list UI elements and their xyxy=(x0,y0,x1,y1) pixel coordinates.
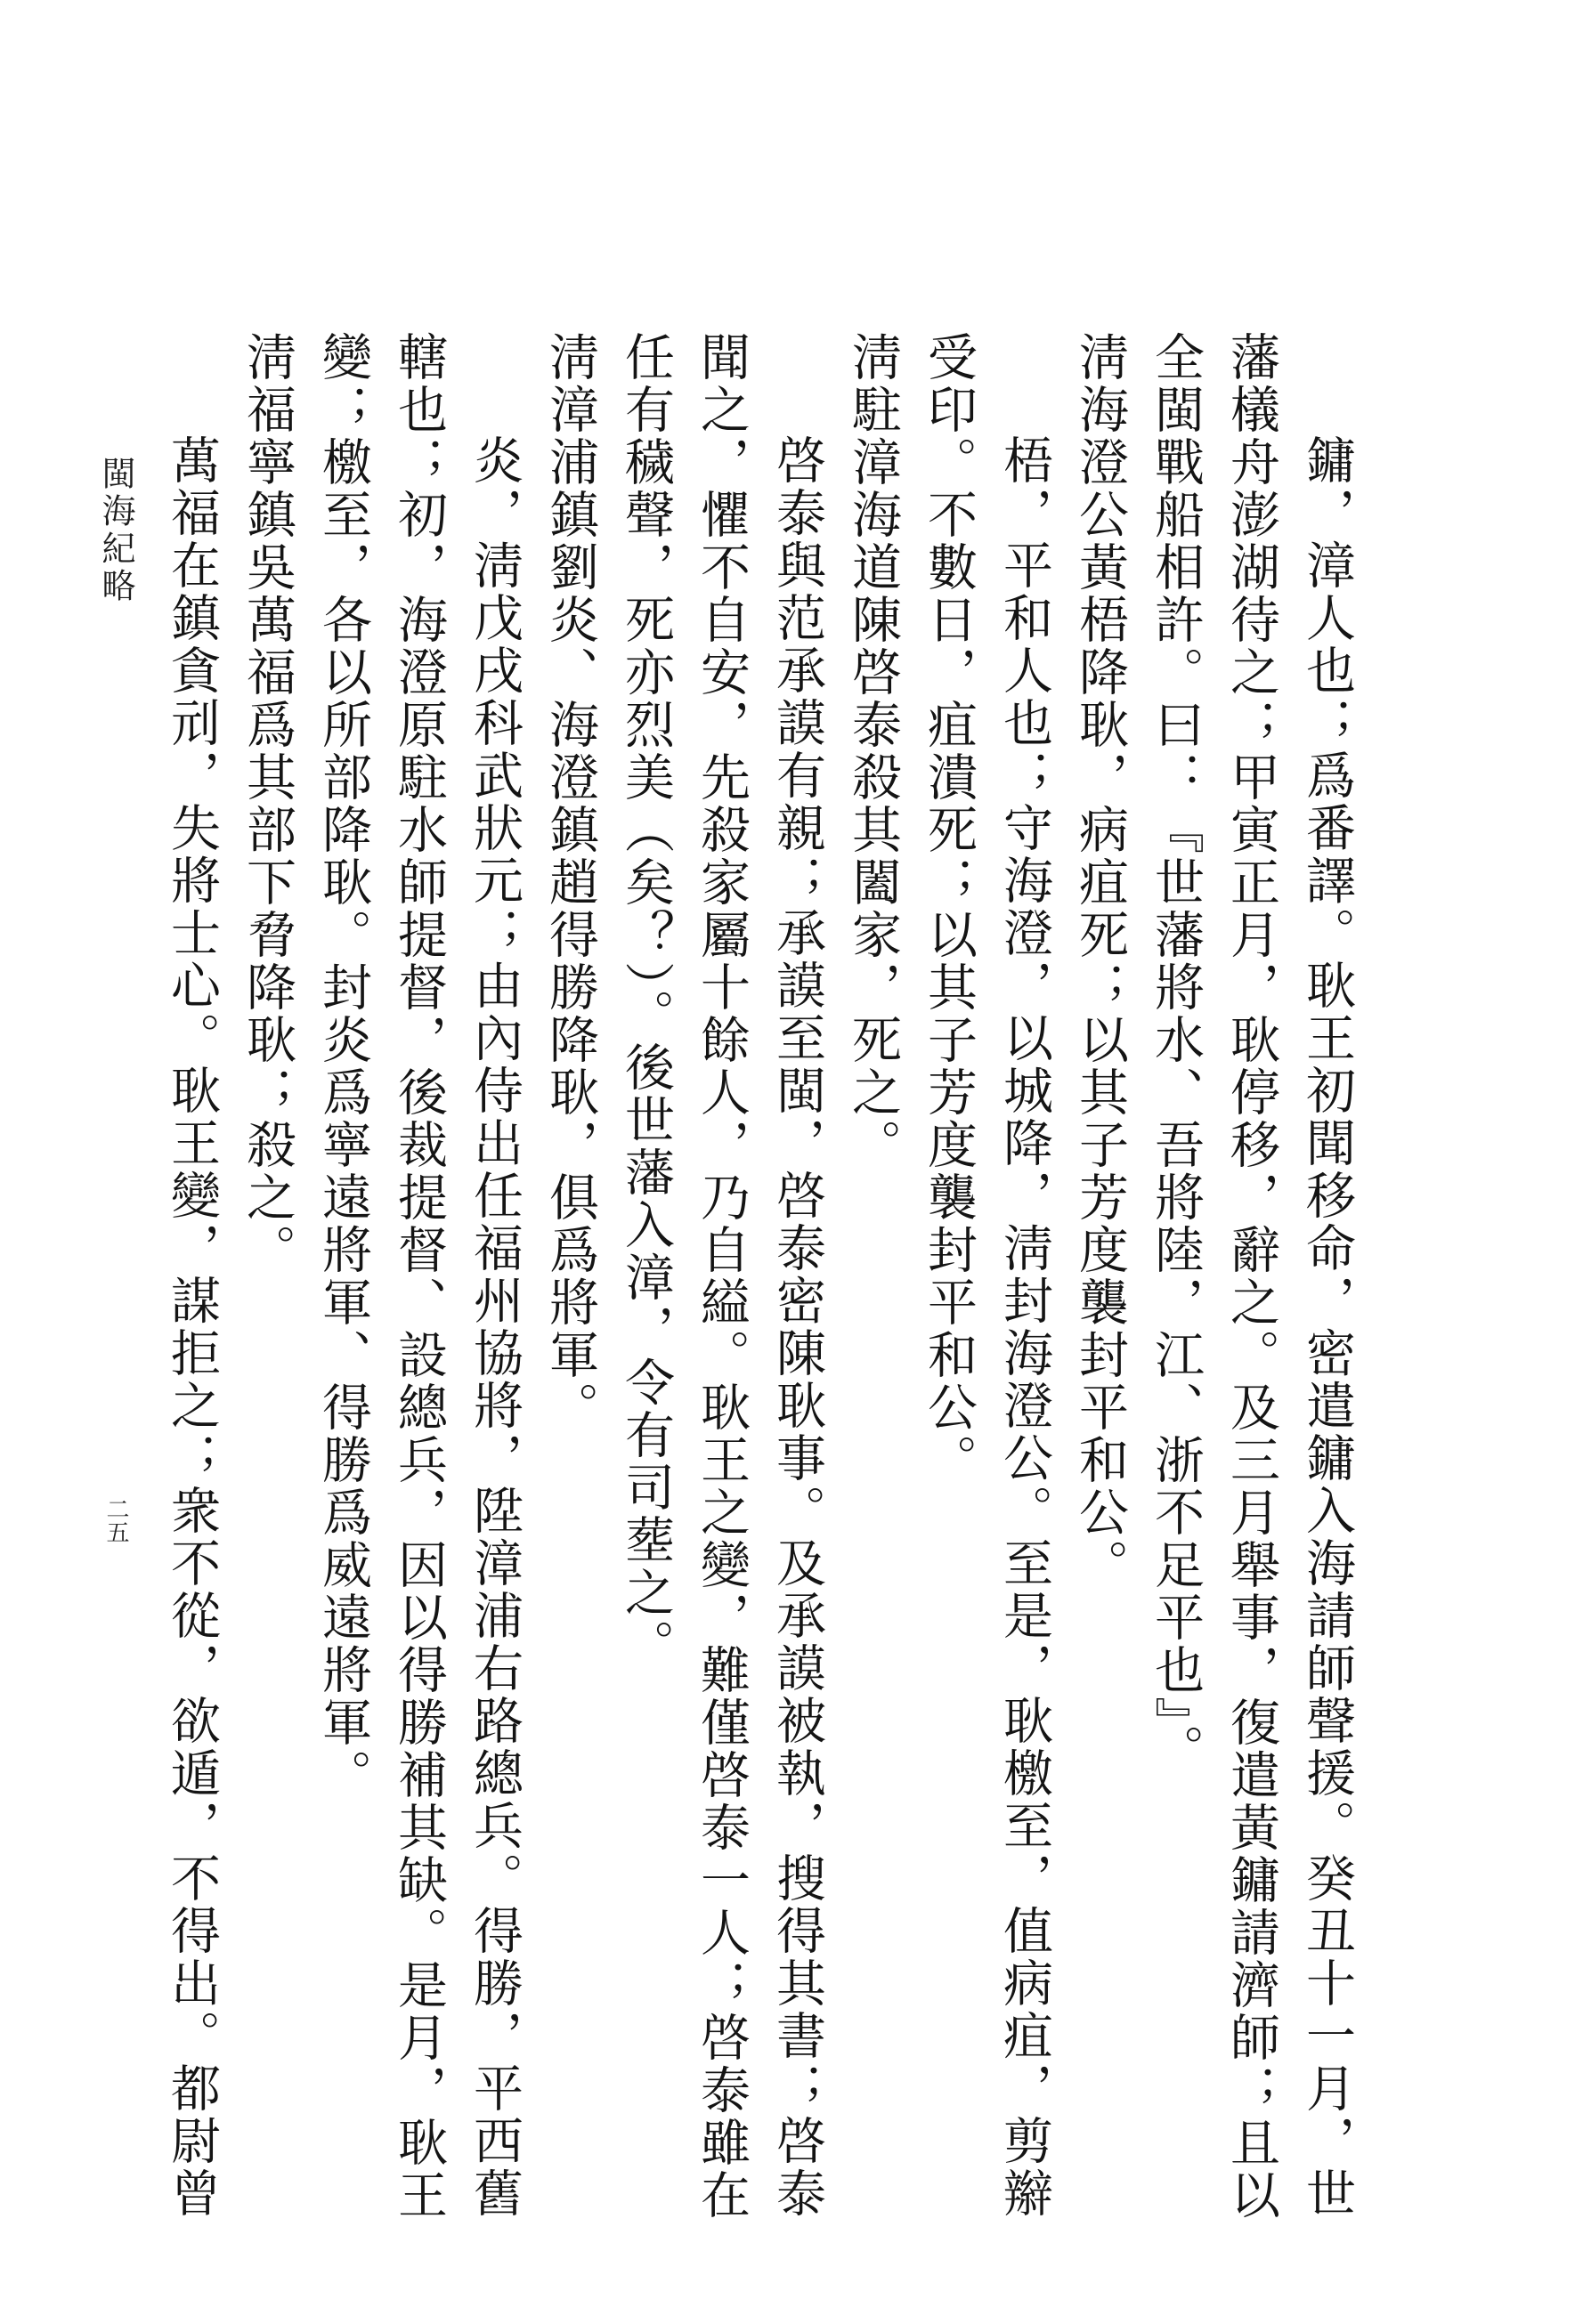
text-column-12: 炎，淸戊戌科武狀元；由內侍出任福州協將，陞漳浦右路總兵。得勝，平西舊 xyxy=(466,434,524,2220)
text-column-2: 藩檥舟澎湖待之；甲寅正月，耿停移，辭之。及三月舉事，復遣黃鏞請濟師；且以 xyxy=(1222,331,1280,2222)
text-column-14: 變；檄至，各以所部降耿。封炎爲寧遠將軍、得勝爲威遠將軍。 xyxy=(314,331,372,1802)
page-number: 二五 xyxy=(102,1497,129,1543)
text-column-4: 淸海澄公黃梧降耿，病疽死；以其子芳度襲封平和公。 xyxy=(1071,331,1129,1591)
text-column-15: 淸福寧鎮吳萬福爲其部下脅降耿；殺之。 xyxy=(239,331,296,1276)
text-column-6: 受印。不數日，疽潰死；以其子芳度襲封平和公。 xyxy=(920,331,978,1486)
text-column-9: 聞之，懼不自安，先殺家屬十餘人，乃自縊。耿王之變，難僅啓泰一人；啓泰雖在 xyxy=(693,331,751,2222)
text-column-3: 全閩戰船相許。曰：『世藩將水、吾將陸，江、浙不足平也』。 xyxy=(1147,331,1205,1777)
running-title: 閩海紀略 xyxy=(96,456,135,605)
text-column-1: 鏞，漳人也；爲番譯。耿王初聞移命，密遣鏞入海請師聲援。癸丑十一月，世 xyxy=(1298,434,1356,2220)
text-column-8: 啓泰與范承謨有親；承謨至閩，啓泰密陳耿事。及承謨被執，搜得其書；啓泰 xyxy=(768,434,826,2220)
text-column-10: 任有穢聲，死亦烈美（矣？）。後世藩入漳，令有司塟之。 xyxy=(617,331,675,1672)
text-column-13: 轄也；初，海澄原駐水師提督，後裁提督、設總兵，因以得勝補其缺。是月，耿王 xyxy=(390,331,448,2222)
text-column-5: 梧，平和人也；守海澄，以城降，淸封海澄公。至是，耿檄至，值病疽，剪辮 xyxy=(995,434,1053,2220)
text-column-7: 淸駐漳海道陳啓泰殺其闔家，死之。 xyxy=(844,331,902,1171)
text-column-16: 萬福在鎮貪刓，失將士心。耿王變，謀拒之；衆不從，欲遁，不得出。都尉曾 xyxy=(163,434,221,2220)
text-column-11: 淸漳浦鎮劉炎、海澄鎮趙得勝降耿，俱爲將軍。 xyxy=(541,331,599,1434)
